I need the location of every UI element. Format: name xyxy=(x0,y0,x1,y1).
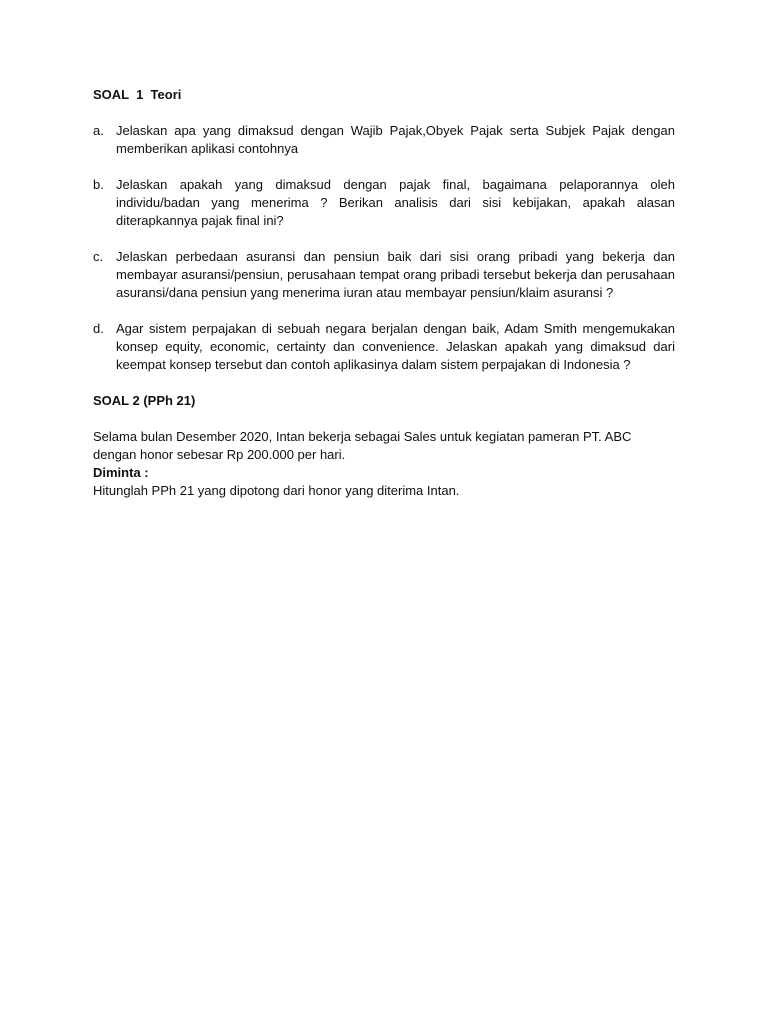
question-text: Jelaskan apa yang dimaksud dengan Wajib Pajak,Obyek Pajak serta Subjek Pajak dengan memberikan aplikasi contohnya xyxy=(116,123,675,156)
question-marker: b. xyxy=(93,177,104,192)
question-c xyxy=(93,248,675,302)
question-marker: c. xyxy=(93,249,104,264)
question-text: Jelaskan perbedaan asuransi dan pensiun baik dari sisi orang pribadi yang bekerja dan membayar asuransi/pensiun, perusahaan tempat orang pribadi tersebut bekerja dan perusahaan asuransi/dana pensiun yang menerima iuran atau membayar pensiun/klaim asuransi ? xyxy=(116,249,675,300)
soal2-required-text: Hitunglah PPh 21 yang dipotong dari honor yang diterima Intan. xyxy=(93,483,460,498)
soal2-required-label: Diminta : xyxy=(93,465,149,480)
soal2-heading: SOAL 2 (PPh 21) xyxy=(93,393,196,408)
soal2-case-text: Selama bulan Desember 2020, Intan bekerja sebagai Sales untuk kegiatan pameran PT. ABC dengan honor sebesar Rp 200.000 per hari. xyxy=(93,429,632,462)
question-marker: a. xyxy=(93,123,104,138)
question-b xyxy=(93,176,675,230)
soal1-question-list xyxy=(93,122,675,374)
document-content xyxy=(93,86,675,500)
question-d xyxy=(93,320,675,374)
question-marker: d. xyxy=(93,321,104,336)
soal1-heading: SOAL 1 Teori xyxy=(93,87,182,102)
question-text: Agar sistem perpajakan di sebuah negara berjalan dengan baik, Adam Smith mengemukakan konsep equity, economic, certainty dan convenience. Jelaskan apakah yang dimaksud dari keempat konsep tersebut dan contoh aplikasinya dalam sistem perpajakan di Indonesia ? xyxy=(116,321,675,372)
question-a xyxy=(93,122,675,158)
question-text: Jelaskan apakah yang dimaksud dengan pajak final, bagaimana pelaporannya oleh individu/badan yang menerima ? Berikan analisis dari sisi kebijakan, apakah alasan diterapkannya pajak final ini? xyxy=(116,177,675,228)
